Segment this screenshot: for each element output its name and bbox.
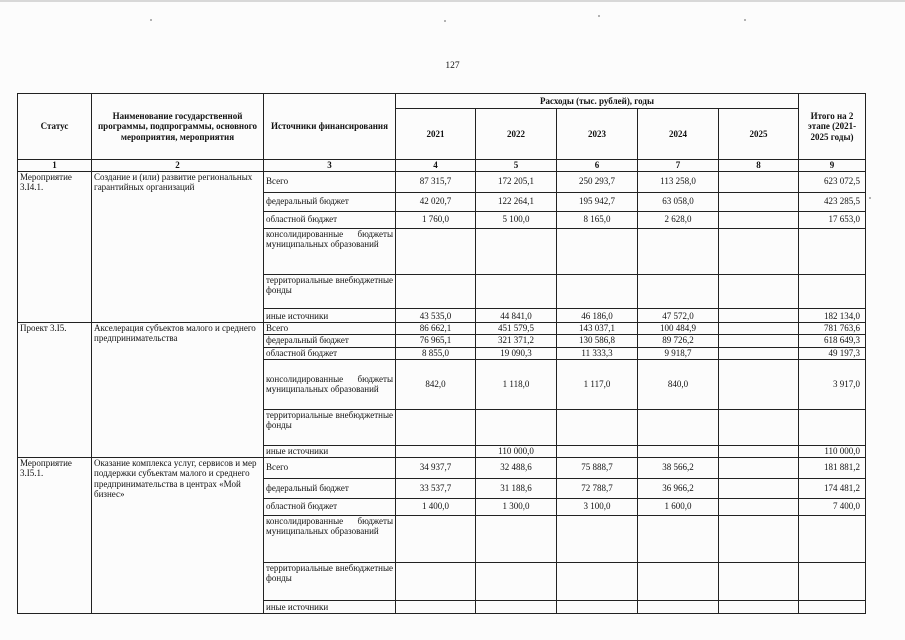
header-total: Итого на 2 этапе (2021-2025 годы) [799, 94, 866, 160]
year-value [396, 228, 476, 274]
financing-source: федеральный бюджет [264, 192, 396, 211]
year-value: 195 942,7 [557, 192, 638, 211]
financing-source: областной бюджет [264, 498, 396, 515]
year-value [638, 562, 719, 600]
year-value [638, 274, 719, 308]
year-value [638, 600, 719, 613]
total-value: 781 763,6 [799, 322, 866, 334]
total-value: 618 649,3 [799, 334, 866, 347]
header-expenses: Расходы (тыс. рублей), годы [396, 94, 799, 109]
year-value [719, 347, 799, 359]
financing-source: Всего [264, 171, 396, 192]
year-value: 172 205,1 [476, 171, 557, 192]
header-year: 2024 [638, 109, 719, 160]
total-value: 181 881,2 [799, 457, 866, 478]
financing-source: иные источники [264, 308, 396, 322]
table-row [18, 171, 866, 192]
year-value: 11 333,3 [557, 347, 638, 359]
year-value: 76 965,1 [396, 334, 476, 347]
year-value: 44 841,0 [476, 308, 557, 322]
year-value [719, 322, 799, 334]
financing-source: областной бюджет [264, 347, 396, 359]
row-program-name: Акселерация субъектов малого и среднего предпринимательства [92, 322, 264, 457]
total-value [799, 228, 866, 274]
year-value: 75 888,7 [557, 457, 638, 478]
year-value [396, 515, 476, 562]
header-year: 2023 [557, 109, 638, 160]
year-value: 1 118,0 [476, 359, 557, 409]
scan-border [0, 0, 905, 2]
year-value: 36 966,2 [638, 478, 719, 498]
scan-speck [150, 19, 152, 21]
year-value: 110 000,0 [476, 445, 557, 457]
year-value: 451 579,5 [476, 322, 557, 334]
total-value [799, 274, 866, 308]
year-value [719, 600, 799, 613]
year-value [476, 600, 557, 613]
total-value: 7 400,0 [799, 498, 866, 515]
year-value: 1 760,0 [396, 211, 476, 228]
year-value [557, 409, 638, 445]
column-number: 2 [92, 160, 264, 172]
table-header [18, 94, 866, 172]
header-name: Наименование государственной программы, подпрограммы, основного мероприятия, мероприятия [92, 94, 264, 160]
column-number: 4 [396, 160, 476, 172]
financing-source: Всего [264, 457, 396, 478]
year-value [719, 498, 799, 515]
year-value [396, 409, 476, 445]
total-value: 423 285,5 [799, 192, 866, 211]
total-value [799, 562, 866, 600]
year-value: 842,0 [396, 359, 476, 409]
financing-source: территориальные внебюджетные фонды [264, 562, 396, 600]
financing-source: иные источники [264, 600, 396, 613]
column-number: 7 [638, 160, 719, 172]
total-value: 17 653,0 [799, 211, 866, 228]
year-value [719, 192, 799, 211]
year-value: 2 628,0 [638, 211, 719, 228]
year-value: 5 100,0 [476, 211, 557, 228]
column-number: 6 [557, 160, 638, 172]
financing-source: федеральный бюджет [264, 334, 396, 347]
year-value: 87 315,7 [396, 171, 476, 192]
year-value: 34 937,7 [396, 457, 476, 478]
year-value: 38 566,2 [638, 457, 719, 478]
year-value [396, 600, 476, 613]
year-value [557, 445, 638, 457]
financing-source: иные источники [264, 445, 396, 457]
table-body [18, 171, 866, 613]
header-status: Статус [18, 94, 92, 160]
year-value: 321 371,2 [476, 334, 557, 347]
total-value [799, 409, 866, 445]
financing-source: консолидированные бюджеты муниципальных образований [264, 515, 396, 562]
row-program-name: Оказание комплекса услуг, сервисов и мер поддержки субъектам малого и среднего предпринимательства в центрах «Мой бизнес» [92, 457, 264, 613]
year-value: 143 037,1 [557, 322, 638, 334]
row-status: Проект 3.I5. [18, 322, 92, 457]
year-value [719, 308, 799, 322]
year-value: 31 188,6 [476, 478, 557, 498]
financing-source: территориальные внебюджетные фонды [264, 409, 396, 445]
financing-source: Всего [264, 322, 396, 334]
header-year: 2022 [476, 109, 557, 160]
year-value: 1 117,0 [557, 359, 638, 409]
year-value: 250 293,7 [557, 171, 638, 192]
column-number: 3 [264, 160, 396, 172]
row-status: Мероприятие 3.I4.1. [18, 171, 92, 322]
total-value: 49 197,3 [799, 347, 866, 359]
year-value: 1 400,0 [396, 498, 476, 515]
scan-speck [598, 15, 600, 17]
table-row [18, 457, 866, 478]
year-value [396, 274, 476, 308]
year-value: 63 058,0 [638, 192, 719, 211]
scan-speck [869, 197, 871, 199]
year-value: 130 586,8 [557, 334, 638, 347]
column-number: 5 [476, 160, 557, 172]
year-value: 72 788,7 [557, 478, 638, 498]
year-value [719, 359, 799, 409]
row-status: Мероприятие 3.I5.1. [18, 457, 92, 613]
column-number: 1 [18, 160, 92, 172]
year-value: 113 258,0 [638, 171, 719, 192]
year-value: 9 918,7 [638, 347, 719, 359]
year-value: 122 264,1 [476, 192, 557, 211]
financing-source: федеральный бюджет [264, 478, 396, 498]
year-value [476, 515, 557, 562]
financing-source: консолидированные бюджеты муниципальных образований [264, 228, 396, 274]
year-value: 43 535,0 [396, 308, 476, 322]
year-value: 1 300,0 [476, 498, 557, 515]
column-number: 8 [719, 160, 799, 172]
year-value [719, 211, 799, 228]
year-value: 86 662,1 [396, 322, 476, 334]
year-value: 1 600,0 [638, 498, 719, 515]
total-value [799, 600, 866, 613]
year-value [719, 515, 799, 562]
year-value [557, 274, 638, 308]
scan-speck [744, 19, 746, 21]
budget-table [17, 93, 866, 614]
year-value [719, 228, 799, 274]
total-value [799, 515, 866, 562]
header-year: 2025 [719, 109, 799, 160]
year-value: 47 572,0 [638, 308, 719, 322]
year-value [638, 409, 719, 445]
year-value [719, 562, 799, 600]
year-value [557, 600, 638, 613]
table-row [18, 322, 866, 334]
financing-source: консолидированные бюджеты муниципальных образований [264, 359, 396, 409]
year-value: 42 020,7 [396, 192, 476, 211]
year-value: 840,0 [638, 359, 719, 409]
year-value: 89 726,2 [638, 334, 719, 347]
year-value: 3 100,0 [557, 498, 638, 515]
year-value [719, 445, 799, 457]
column-number: 9 [799, 160, 866, 172]
year-value [476, 409, 557, 445]
year-value: 8 855,0 [396, 347, 476, 359]
year-value [638, 228, 719, 274]
year-value: 100 484,9 [638, 322, 719, 334]
year-value [719, 274, 799, 308]
year-value [396, 445, 476, 457]
total-value: 623 072,5 [799, 171, 866, 192]
scan-speck [444, 20, 446, 22]
year-value [638, 445, 719, 457]
year-value: 46 186,0 [557, 308, 638, 322]
page-number: 127 [445, 61, 460, 71]
total-value: 174 481,2 [799, 478, 866, 498]
year-value [557, 515, 638, 562]
total-value: 110 000,0 [799, 445, 866, 457]
total-value: 182 134,0 [799, 308, 866, 322]
year-value [396, 562, 476, 600]
year-value: 8 165,0 [557, 211, 638, 228]
total-value: 3 917,0 [799, 359, 866, 409]
year-value: 32 488,6 [476, 457, 557, 478]
financing-source: областной бюджет [264, 211, 396, 228]
year-value [476, 228, 557, 274]
year-value [719, 457, 799, 478]
year-value [719, 409, 799, 445]
year-value [719, 478, 799, 498]
year-value [557, 228, 638, 274]
column-numbers-row [18, 160, 866, 172]
header-year: 2021 [396, 109, 476, 160]
year-value: 33 537,7 [396, 478, 476, 498]
year-value: 19 090,3 [476, 347, 557, 359]
year-value [557, 562, 638, 600]
year-value [476, 274, 557, 308]
header-source: Источники финансирования [264, 94, 396, 160]
year-value [638, 515, 719, 562]
financing-source: территориальные внебюджетные фонды [264, 274, 396, 308]
row-program-name: Создание и (или) развитие региональных гарантийных организаций [92, 171, 264, 322]
year-value [719, 171, 799, 192]
year-value [719, 334, 799, 347]
year-value [476, 562, 557, 600]
